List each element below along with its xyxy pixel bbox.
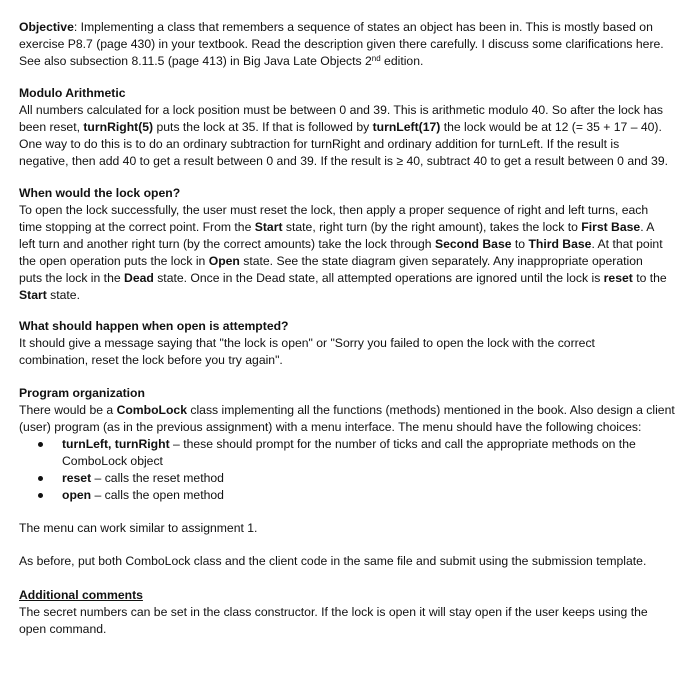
lock-open-line-2: time stopping at the correct point. From the Start state, right turn (by the right amount), takes the lock to First Base. A bbox=[19, 220, 655, 234]
objective-paragraph bbox=[19, 19, 679, 70]
program-section bbox=[19, 385, 679, 436]
turnright-code: turnRight(5) bbox=[83, 120, 154, 134]
additional-line-1: The secret numbers can be set in the class constructor. If the lock is open it will stay open if the user keeps using the bbox=[19, 605, 648, 619]
submit-note-line: As before, put both ComboLock class and the client code in the same file and submit using the submission template. bbox=[19, 554, 647, 568]
turnleft-code: turnLeft(17) bbox=[372, 120, 441, 134]
edition-superscript: nd bbox=[371, 54, 381, 63]
open-attempt-section bbox=[19, 318, 679, 369]
menu-choices-list bbox=[19, 436, 679, 504]
open-attempt-heading: What should happen when open is attempted? bbox=[19, 319, 289, 333]
list-item: reset – calls the reset method bbox=[19, 470, 679, 487]
modulo-line-1: All numbers calculated for a lock position must be between 0 and 39. This is arithmetic modulo 40. So after the lock has bbox=[19, 103, 664, 117]
menu-note-paragraph bbox=[19, 520, 679, 537]
menu-note-line: The menu can work similar to assignment 1. bbox=[19, 521, 258, 535]
objective-line-1: Objective: Implementing a class that remembers a sequence of states an object has been in. This is mostly based on bbox=[19, 20, 653, 34]
bullet-icon bbox=[38, 493, 43, 498]
modulo-line-3: One way to do this is to do an ordinary subtraction for turnRight and ordinary addition for turnLeft. If the result is bbox=[19, 137, 620, 151]
submit-note-paragraph bbox=[19, 553, 679, 570]
modulo-line-4: negative, then add 40 to get a result between 0 and 39. If the result is ≥ 40, subtract 40 to get a result between 0 and 39. bbox=[19, 154, 668, 168]
list-item: turnLeft, turnRight – these should prompt for the number of ticks and call the appropriate methods on the bbox=[19, 436, 679, 453]
program-heading: Program organization bbox=[19, 386, 145, 400]
modulo-heading: Modulo Arithmetic bbox=[19, 86, 126, 100]
lock-open-line-6: Start state. bbox=[19, 288, 80, 302]
modulo-section bbox=[19, 85, 679, 170]
objective-line-2: exercise P8.7 (page 430) in your textbook. Read the description given there carefully. I discuss some clarifications here. bbox=[19, 37, 664, 51]
additional-heading: Additional comments bbox=[19, 588, 143, 602]
additional-section bbox=[19, 587, 679, 638]
lock-open-line-5: puts the lock in the Dead state. Once in the Dead state, all attempted operations are ignored until the lock is reset to the bbox=[19, 271, 667, 285]
program-line-1: There would be a ComboLock class implementing all the functions (methods) mentioned in the book. Also design a client bbox=[19, 403, 675, 417]
objective-line-3: See also subsection 8.11.5 (page 413) in Big Java Late Objects 2nd edition. bbox=[19, 54, 424, 68]
bullet-icon bbox=[38, 442, 43, 447]
lock-open-line-4: the open operation puts the lock in Open state. See the state diagram given separately. Any inappropriate operation bbox=[19, 254, 643, 268]
lock-open-section bbox=[19, 185, 679, 304]
lock-open-line-1: To open the lock successfully, the user must reset the lock, then apply a proper sequence of right and left turns, each bbox=[19, 203, 649, 217]
open-attempt-line-1: It should give a message saying that "the lock is open" or "Sorry you failed to open the lock with the correct bbox=[19, 336, 595, 350]
objective-label: Objective bbox=[19, 20, 74, 34]
open-attempt-line-2: combination, reset the lock before you try again". bbox=[19, 353, 283, 367]
additional-line-2: open command. bbox=[19, 622, 107, 636]
bullet-icon bbox=[38, 476, 43, 481]
program-line-2: (user) program (as in the previous assignment) with a menu interface. The menu should have the following choices: bbox=[19, 420, 642, 434]
modulo-line-2: been reset, turnRight(5) puts the lock at 35. If that is followed by turnLeft(17) the lock would be at 12 (= 35 + 17 – 40). bbox=[19, 120, 662, 134]
lock-open-heading: When would the lock open? bbox=[19, 186, 181, 200]
combolock-class-name: ComboLock bbox=[116, 403, 187, 417]
list-item-continuation: ComboLock object bbox=[62, 454, 163, 468]
lock-open-line-3: left turn and another right turn (by the correct amounts) take the lock through Second Base to Third Base. At that point bbox=[19, 237, 663, 251]
list-item: open – calls the open method bbox=[19, 487, 679, 504]
